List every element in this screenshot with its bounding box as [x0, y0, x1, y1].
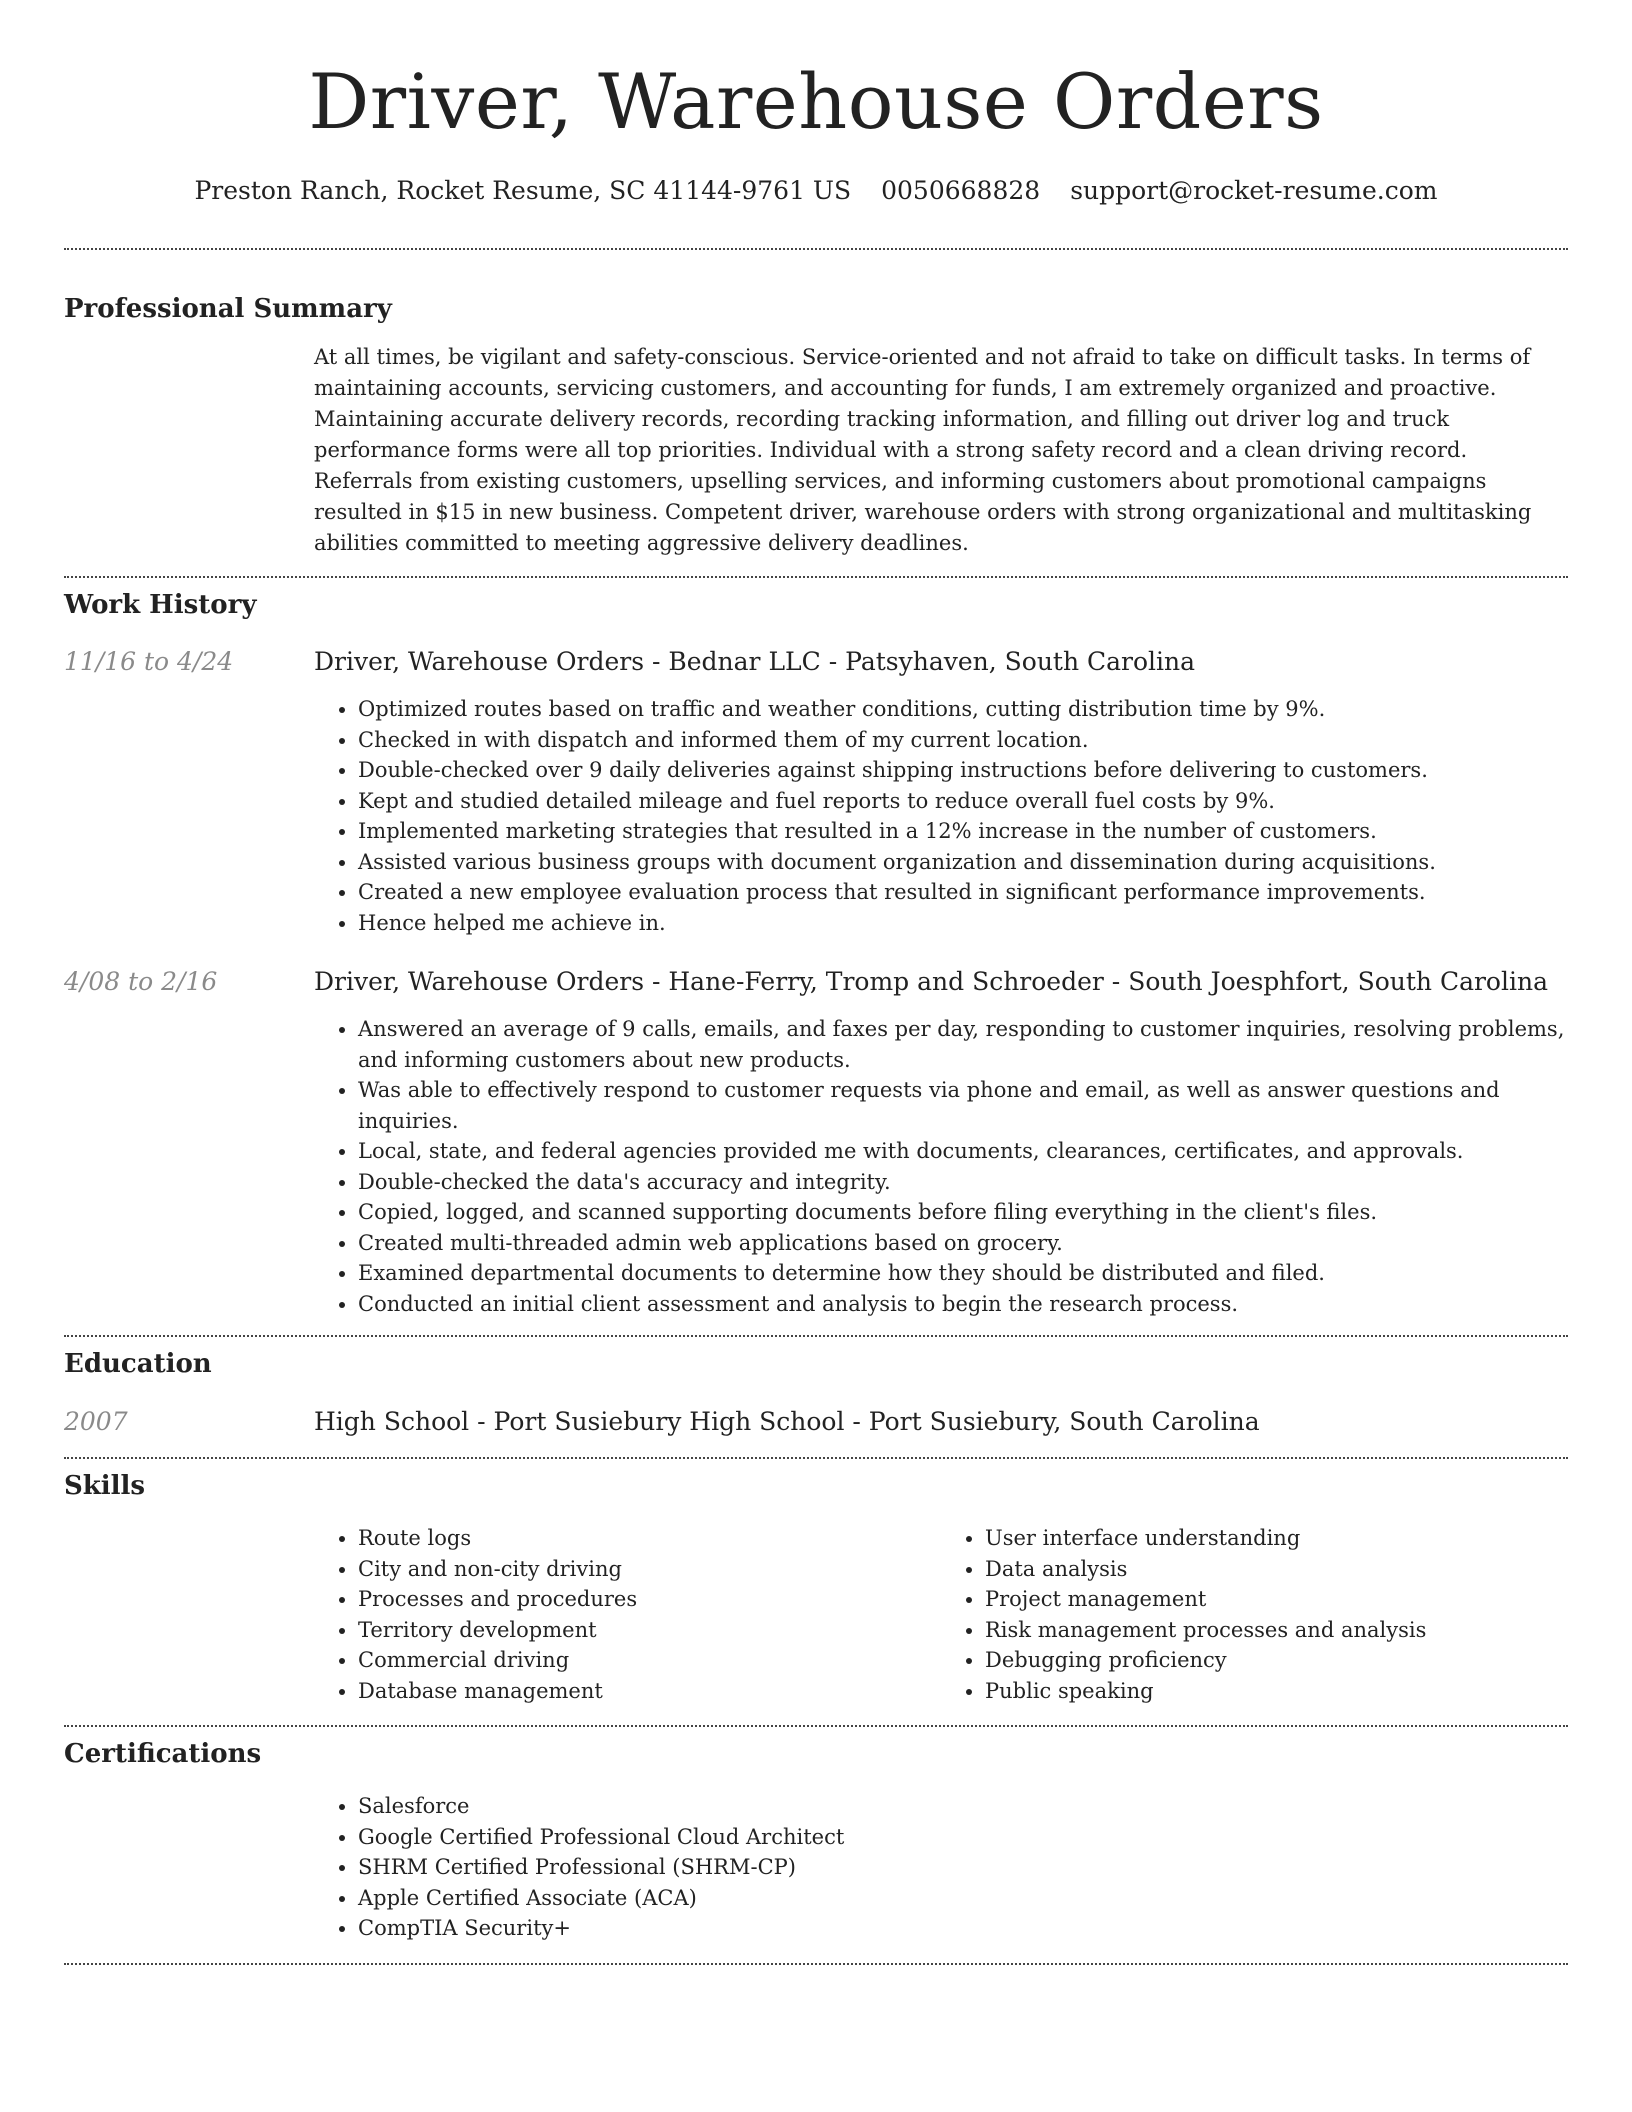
list-item: • Assisted various business groups with document organization and dissemination during acquisitions.	[358, 847, 1568, 878]
list-item: • Salesforce	[358, 1791, 1568, 1822]
certifications-title: Certifications	[64, 1739, 262, 1769]
job-dates: 4/08 to 2/16	[64, 967, 218, 996]
contact-email: support@rocket-resume.com	[1070, 176, 1438, 205]
list-item: • Answered an average of 9 calls, emails, and faxes per day, responding to customer inquiries, resolving problems, and informing customers about new products.	[358, 1014, 1568, 1075]
certifications-list	[314, 1791, 1568, 1944]
job-heading: Driver, Warehouse Orders - Bednar LLC - Patsyhaven, South Carolina	[314, 647, 1196, 676]
job-header	[64, 645, 1568, 679]
resume-page	[64, 0, 1568, 1965]
job-heading: Driver, Warehouse Orders - Hane-Ferry, Tromp and Schroeder - South Joesphfort, South Carolina	[314, 967, 1548, 996]
skills-list-right	[941, 1523, 1568, 1706]
summary-section	[64, 292, 1568, 559]
education-section	[64, 1347, 1568, 1439]
list-item: • Created a new employee evaluation process that resulted in significant performance improvements.	[358, 877, 1568, 908]
section-divider	[64, 1335, 1568, 1337]
list-item: • Double-checked over 9 daily deliveries against shipping instructions before delivering to customers.	[358, 755, 1568, 786]
section-divider	[64, 1725, 1568, 1727]
section-divider	[64, 576, 1568, 578]
skills-list-left	[314, 1523, 941, 1706]
summary-title: Professional Summary	[64, 294, 392, 324]
candidate-name: Driver, Warehouse Orders	[308, 57, 1324, 146]
list-item: • Apple Certified Associate (ACA)	[358, 1883, 1568, 1914]
section-divider	[64, 248, 1568, 250]
list-item: • Checked in with dispatch and informed them of my current location.	[358, 725, 1568, 756]
contact-phone: 0050668828	[881, 176, 1041, 205]
list-item: • Double-checked the data's accuracy and integrity.	[358, 1167, 1568, 1198]
list-item: • Implemented marketing strategies that resulted in a 12% increase in the number of customers.	[358, 816, 1568, 847]
summary-row	[64, 342, 1568, 559]
job-entry	[64, 965, 1568, 1319]
list-item: • Conducted an initial client assessment and analysis to begin the research process.	[358, 1289, 1568, 1320]
list-item: • Processes and procedures	[358, 1584, 941, 1615]
list-item: • Google Certified Professional Cloud Architect	[358, 1822, 1568, 1853]
list-item: • User interface understanding	[985, 1523, 1568, 1554]
summary-text: At all times, be vigilant and safety-conscious. Service-oriented and not afraid to take on difficult tasks. In terms of maintaining accounts, servicing customers, and accounting for funds, I am extremely organized and proactive. Maintaining accurate delivery records, recording tracking information, and filling out driver log and truck performance forms were all top priorities. Individual with a strong safety record and a clean driving record. Referrals from existing customers, upselling services, and informing customers about promotional campaigns resulted in $15 in new business. Competent driver, warehouse orders with strong organizational and multitasking abilities committed to meeting aggressive delivery deadlines.	[314, 345, 1532, 555]
list-item: • Route logs	[358, 1523, 941, 1554]
job-dates: 11/16 to 4/24	[64, 647, 234, 676]
skills-columns	[314, 1523, 1568, 1706]
education-heading: High School - Port Susiebury High School - Port Susiebury, South Carolina	[314, 1407, 1260, 1436]
list-item: • Optimized routes based on traffic and weather conditions, cutting distribution time by 9%.	[358, 694, 1568, 725]
list-item: • Was able to effectively respond to customer requests via phone and email, as well as answer questions and inquiries.	[358, 1075, 1568, 1136]
list-item: • Kept and studied detailed mileage and fuel reports to reduce overall fuel costs by 9%.	[358, 786, 1568, 817]
list-item: • Database management	[358, 1676, 941, 1707]
list-item: • Created multi-threaded admin web applications based on grocery.	[358, 1228, 1568, 1259]
education-year: 2007	[64, 1407, 128, 1436]
job-details	[64, 1014, 1568, 1319]
list-item: • SHRM Certified Professional (SHRM-CP)	[358, 1852, 1568, 1883]
contact-line	[64, 174, 1568, 208]
list-item: • Data analysis	[985, 1554, 1568, 1585]
work-history-title: Work History	[64, 590, 257, 620]
job-bullets	[314, 1014, 1568, 1319]
job-bullets	[314, 694, 1568, 938]
list-item: • Copied, logged, and scanned supporting documents before filing everything in the client's files.	[358, 1197, 1568, 1228]
list-item: • Public speaking	[985, 1676, 1568, 1707]
list-item: • Territory development	[358, 1615, 941, 1646]
work-history-section	[64, 588, 1568, 1319]
certifications-section	[64, 1737, 1568, 1944]
skills-row	[64, 1523, 1568, 1706]
list-item: • Hence helped me achieve in.	[358, 908, 1568, 939]
job-header	[64, 965, 1568, 999]
certifications-row	[64, 1791, 1568, 1944]
list-item: • CompTIA Security+	[358, 1913, 1568, 1944]
list-item: • Commercial driving	[358, 1645, 941, 1676]
section-divider	[64, 1457, 1568, 1459]
skills-section	[64, 1469, 1568, 1706]
list-item: • Examined departmental documents to determine how they should be distributed and filed.	[358, 1258, 1568, 1289]
contact-address: Preston Ranch, Rocket Resume, SC 41144-9761 US	[194, 176, 852, 205]
job-details	[64, 694, 1568, 938]
section-divider	[64, 1963, 1568, 1965]
list-item: • Debugging proficiency	[985, 1645, 1568, 1676]
list-item: • Local, state, and federal agencies provided me with documents, clearances, certificates, and approvals.	[358, 1136, 1568, 1167]
list-item: • Project management	[985, 1584, 1568, 1615]
education-entry	[64, 1405, 1568, 1439]
job-entry	[64, 645, 1568, 938]
skills-title: Skills	[64, 1471, 146, 1501]
list-item: • Risk management processes and analysis	[985, 1615, 1568, 1646]
list-item: • City and non-city driving	[358, 1554, 941, 1585]
education-title: Education	[64, 1349, 212, 1379]
